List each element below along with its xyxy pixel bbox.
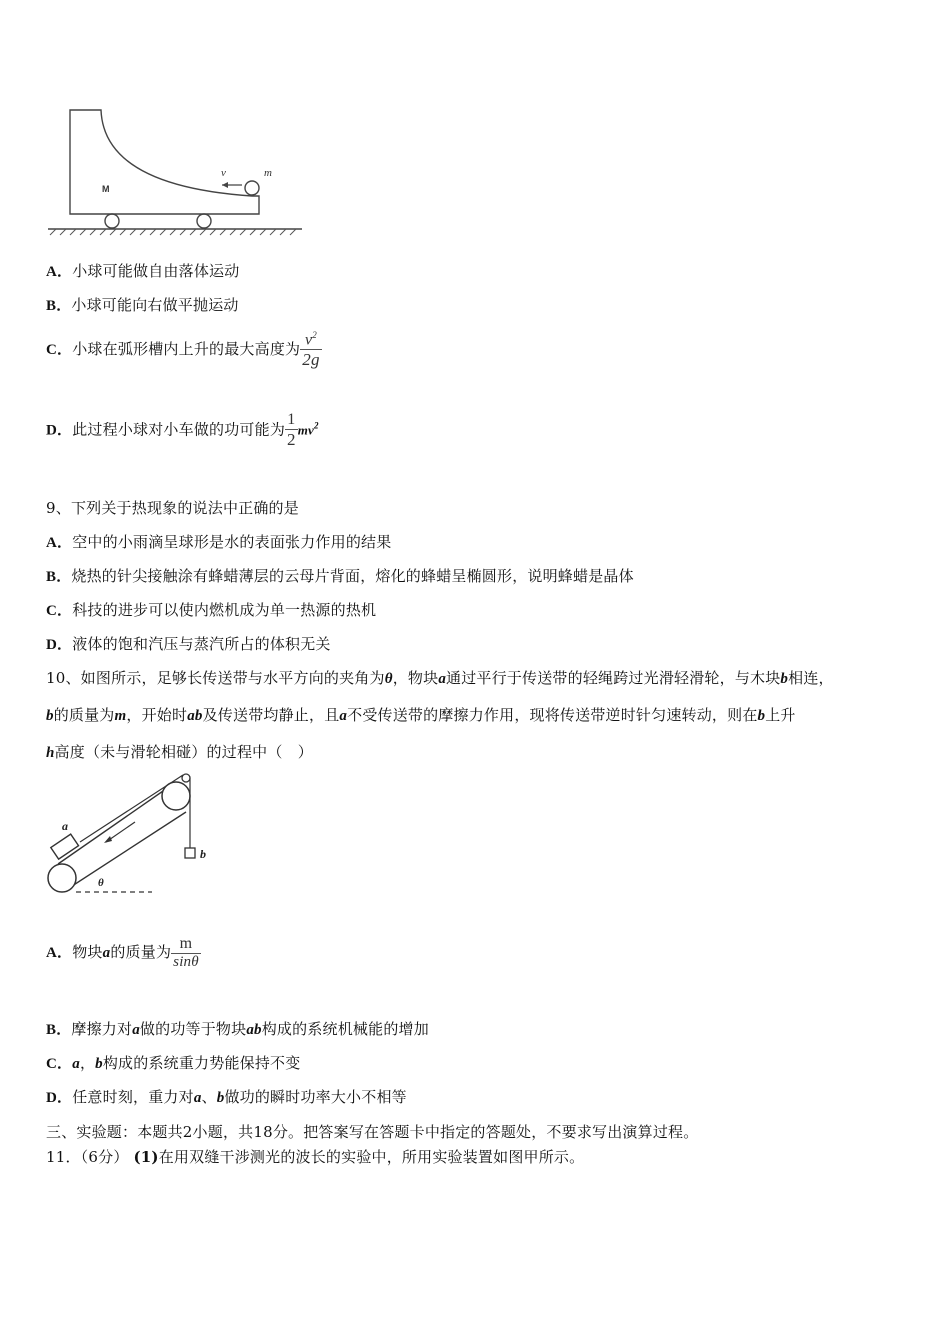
- q10-stem-line2: b的质量为m，开始时ab及传送带均静止，且a不受传送带的摩擦力作用，现将传送带逆时针匀速转动，则在b上升: [46, 706, 796, 724]
- label-v: v: [221, 167, 226, 179]
- q8-option-a: A．小球可能做自由落体运动: [46, 262, 240, 280]
- block-a: [51, 834, 79, 859]
- q10-stem-line1: 10、如图所示，足够长传送带与水平方向的夹角为θ，物块a通过平行于传送带的轻绳跨过光滑轻滑轮，与木块b相连，: [46, 669, 834, 687]
- q10-option-c: C．a，b构成的系统重力势能保持不变: [46, 1054, 301, 1072]
- q10-option-b: B．摩擦力对a做的功等于物块ab构成的系统机械能的增加: [46, 1020, 429, 1038]
- q10-option-d: D．任意时刻，重力对a、b做功的瞬时功率大小不相等: [46, 1088, 407, 1106]
- q8-option-b: B．小球可能向右做平抛运动: [46, 296, 239, 314]
- q8-option-c: C．小球在弧形槽内上升的最大高度为 $\frac{v^2}{2g}$: [46, 330, 320, 370]
- section-heading: 三、实验题：本题共2小题，共18分。把答案写在答题卡中指定的答题处，不要求写出演算过程。: [46, 1123, 699, 1141]
- label-theta: θ: [98, 877, 104, 889]
- label-M: M: [102, 184, 110, 194]
- q11-stem: 11．（6分） (1)在用双缝干涉测光的波长的实验中，所用实验装置如图甲所示。: [46, 1148, 585, 1166]
- fraction-m-sintheta: $\frac{m}{\sin\theta}$: [173, 935, 199, 970]
- q9-option-d: D．液体的饱和汽压与蒸汽所占的体积无关: [46, 635, 331, 653]
- q8-option-d: D．此过程小球对小车做的功可能为 $\frac{1}{2}$ $mv^2$: [46, 411, 319, 449]
- fraction-one-half: $\frac{1}{2}$: [287, 411, 296, 449]
- block-b: [185, 848, 195, 858]
- q9-option-a: A．空中的小雨滴呈球形是水的表面张力作用的结果: [46, 533, 392, 551]
- label-a: a: [62, 819, 68, 833]
- q9-option-c: C．科技的进步可以使内燃机成为单一热源的热机: [46, 601, 377, 619]
- label-m: m: [264, 167, 272, 179]
- q10-stem-line3: h高度（未与滑轮相碰）的过程中（ ）: [46, 743, 313, 761]
- roller-bottom: [48, 864, 76, 892]
- label-b: b: [200, 847, 206, 861]
- fraction-v2-2g: $\frac{v^2}{2g}$: [302, 330, 320, 370]
- pulley: [182, 774, 190, 782]
- q10-option-a: A．物块a的质量为 $\frac{m}{\sin\theta}$: [46, 935, 199, 970]
- figure-conveyor-pulley: [40, 772, 220, 900]
- q9-option-b: B．烧热的针尖接触涂有蜂蜡薄层的云母片背面，熔化的蜂蜡呈椭圆形，说明蜂蜡是晶体: [46, 567, 634, 585]
- figure-cart-groove: [44, 96, 306, 238]
- q9-stem: 9、下列关于热现象的说法中正确的是: [46, 499, 299, 517]
